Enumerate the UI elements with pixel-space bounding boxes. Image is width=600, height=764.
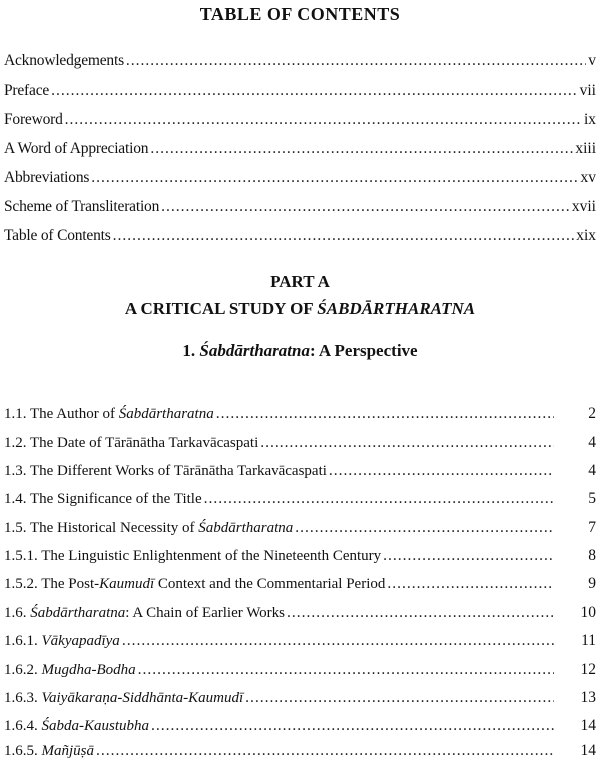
toc-entry-label — [4, 406, 216, 423]
toc-entry-foreword[interactable] — [4, 111, 596, 131]
section-number: 1.5. — [4, 520, 27, 536]
toc-entry-1-6-3[interactable] — [4, 689, 596, 709]
toc-entry-label: Table of Contents — [4, 227, 111, 244]
dot-leader — [126, 52, 586, 70]
dot-leader — [150, 140, 573, 158]
entry-text: The Post- — [37, 576, 100, 592]
toc-entry-page: 12 — [580, 661, 596, 678]
part-title — [0, 299, 600, 319]
toc-entry-page: 11 — [581, 632, 596, 649]
toc-entry-page: vii — [579, 82, 596, 99]
toc-entry-label — [4, 463, 329, 480]
entry-text: The Date of Tārānātha Tarkavācaspati — [26, 435, 259, 451]
dot-leader — [204, 490, 554, 508]
entry-italic: Mugdha-Bodha — [41, 662, 136, 678]
toc-entry-1-6-5[interactable] — [4, 742, 596, 762]
toc-entry-label: Abbreviations — [4, 169, 90, 186]
dot-leader — [287, 604, 554, 622]
dot-leader — [161, 198, 570, 216]
toc-entry-1-6-1[interactable] — [4, 632, 596, 652]
dot-leader — [51, 82, 578, 100]
dot-leader — [91, 169, 578, 187]
toc-entry-label — [4, 548, 383, 565]
toc-entry-page: 14 — [580, 742, 596, 759]
toc-entry-page: v — [588, 52, 596, 69]
toc-entry-label — [4, 633, 122, 650]
entry-text: The Historical Necessity of — [26, 520, 199, 536]
dot-leader — [65, 111, 582, 129]
toc-entry-label — [4, 743, 96, 760]
toc-entry-acknowledgements[interactable] — [4, 52, 596, 72]
entry-italic: Śabda-Kaustubha — [41, 718, 150, 734]
section-number: 1.5.1. — [4, 548, 38, 564]
toc-entry-1-1[interactable] — [4, 405, 596, 425]
toc-entry-label: Foreword — [4, 111, 63, 128]
toc-entry-1-6[interactable] — [4, 604, 596, 624]
dot-leader — [295, 519, 554, 537]
dot-leader — [216, 405, 554, 423]
dot-leader — [245, 689, 554, 707]
entry-text: The Linguistic Enlightenment of the Nineteenth Century — [37, 548, 382, 564]
entry-text-rest: : A Chain of Earlier Works — [125, 605, 286, 621]
section-number: 1.3. — [4, 463, 27, 479]
toc-entry-1-2[interactable] — [4, 434, 596, 454]
section-number: 1.6.4. — [4, 718, 38, 734]
toc-entry-transliteration[interactable] — [4, 198, 596, 218]
section-number: 1.6.3. — [4, 690, 38, 706]
toc-entry-page: 10 — [580, 604, 596, 621]
entry-italic: Kaumudī — [99, 576, 155, 592]
part-label: PART A — [270, 272, 330, 291]
toc-entry-page: ix — [583, 111, 596, 128]
toc-entry-1-6-4[interactable] — [4, 717, 596, 737]
page-title: TABLE OF CONTENTS — [199, 4, 401, 24]
entry-italic: Śabdārtharatna — [118, 406, 214, 422]
toc-entry-label — [4, 491, 204, 508]
toc-entry-1-5-2[interactable] — [4, 575, 596, 595]
entry-text: The Different Works of Tārānātha Tarkavācaspati — [26, 463, 327, 479]
dot-leader — [151, 717, 554, 735]
section-number: 1.2. — [4, 435, 27, 451]
entry-text-rest: Context and the Commentarial Period — [154, 576, 386, 592]
dot-leader — [96, 742, 554, 760]
chapter-title-rest: : A Perspective — [309, 341, 418, 360]
entry-text: The Significance of the Title — [26, 491, 202, 507]
toc-entry-page: 4 — [588, 434, 596, 451]
dot-leader — [122, 632, 554, 650]
toc-entry-page: 13 — [580, 689, 596, 706]
toc-entry-page: 14 — [580, 717, 596, 734]
entry-italic: Śabdārtharatna — [30, 605, 126, 621]
toc-entry-label — [4, 662, 138, 679]
entry-italic: Vaiyākaraṇa-Siddhānta-Kaumudī — [41, 690, 244, 706]
dot-leader — [387, 575, 554, 593]
toc-entry-page: 7 — [588, 519, 596, 536]
toc-entry-1-5[interactable] — [4, 519, 596, 539]
toc-entry-label — [4, 435, 260, 452]
section-number: 1.6. — [4, 605, 27, 621]
toc-entry-page: 4 — [588, 462, 596, 479]
toc-entry-label — [4, 605, 287, 622]
dot-leader — [260, 434, 554, 452]
toc-entry-1-6-2[interactable] — [4, 661, 596, 681]
entry-italic: Śabdārtharatna — [198, 520, 294, 536]
toc-entry-word-of-appreciation[interactable] — [4, 140, 596, 160]
chapter-title-italic: Śabdārtharatna — [199, 341, 310, 360]
toc-entry-label — [4, 576, 387, 593]
toc-entry-page: xv — [580, 169, 596, 186]
entry-italic: Vākyapadīya — [41, 633, 120, 649]
toc-entry-label: Scheme of Transliteration — [4, 198, 160, 215]
toc-entry-abbreviations[interactable] — [4, 169, 596, 189]
entry-text: The Author of — [26, 406, 119, 422]
dot-leader — [329, 462, 554, 480]
chapter-number: 1. — [182, 341, 200, 360]
toc-entry-1-3[interactable] — [4, 462, 596, 482]
section-number: 1.1. — [4, 406, 27, 422]
toc-entry-page: 5 — [588, 490, 596, 507]
chapter-title — [0, 341, 600, 361]
toc-entry-label — [4, 520, 295, 537]
dot-leader — [138, 661, 554, 679]
section-number: 1.6.5. — [4, 743, 38, 759]
toc-entry-table-of-contents[interactable] — [4, 227, 596, 247]
section-number: 1.6.2. — [4, 662, 38, 678]
toc-entry-label — [4, 718, 151, 735]
section-number: 1.6.1. — [4, 633, 38, 649]
toc-entry-page: xiii — [575, 140, 596, 157]
toc-entry-label: A Word of Appreciation — [4, 140, 149, 157]
toc-entry-1-5-1[interactable] — [4, 547, 596, 567]
entry-italic: Mañjūṣā — [41, 743, 94, 759]
toc-entry-page: 8 — [588, 547, 596, 564]
part-title-italic: ŚABDĀRTHARATNA — [317, 299, 476, 318]
toc-entry-page: 9 — [588, 575, 596, 592]
dot-leader — [383, 547, 554, 565]
toc-entry-1-4[interactable] — [4, 490, 596, 510]
section-number: 1.4. — [4, 491, 27, 507]
toc-entry-page: 2 — [588, 405, 596, 422]
toc-entry-label — [4, 690, 245, 707]
toc-entry-label: Acknowledgements — [4, 52, 124, 69]
part-title-prefix: A CRITICAL STUDY OF — [124, 299, 318, 318]
toc-entry-page: xix — [576, 227, 596, 244]
toc-entry-preface[interactable] — [4, 82, 596, 102]
toc-entry-page: xvii — [571, 198, 596, 215]
section-number: 1.5.2. — [4, 576, 38, 592]
toc-entry-label: Preface — [4, 82, 50, 99]
dot-leader — [113, 227, 575, 245]
